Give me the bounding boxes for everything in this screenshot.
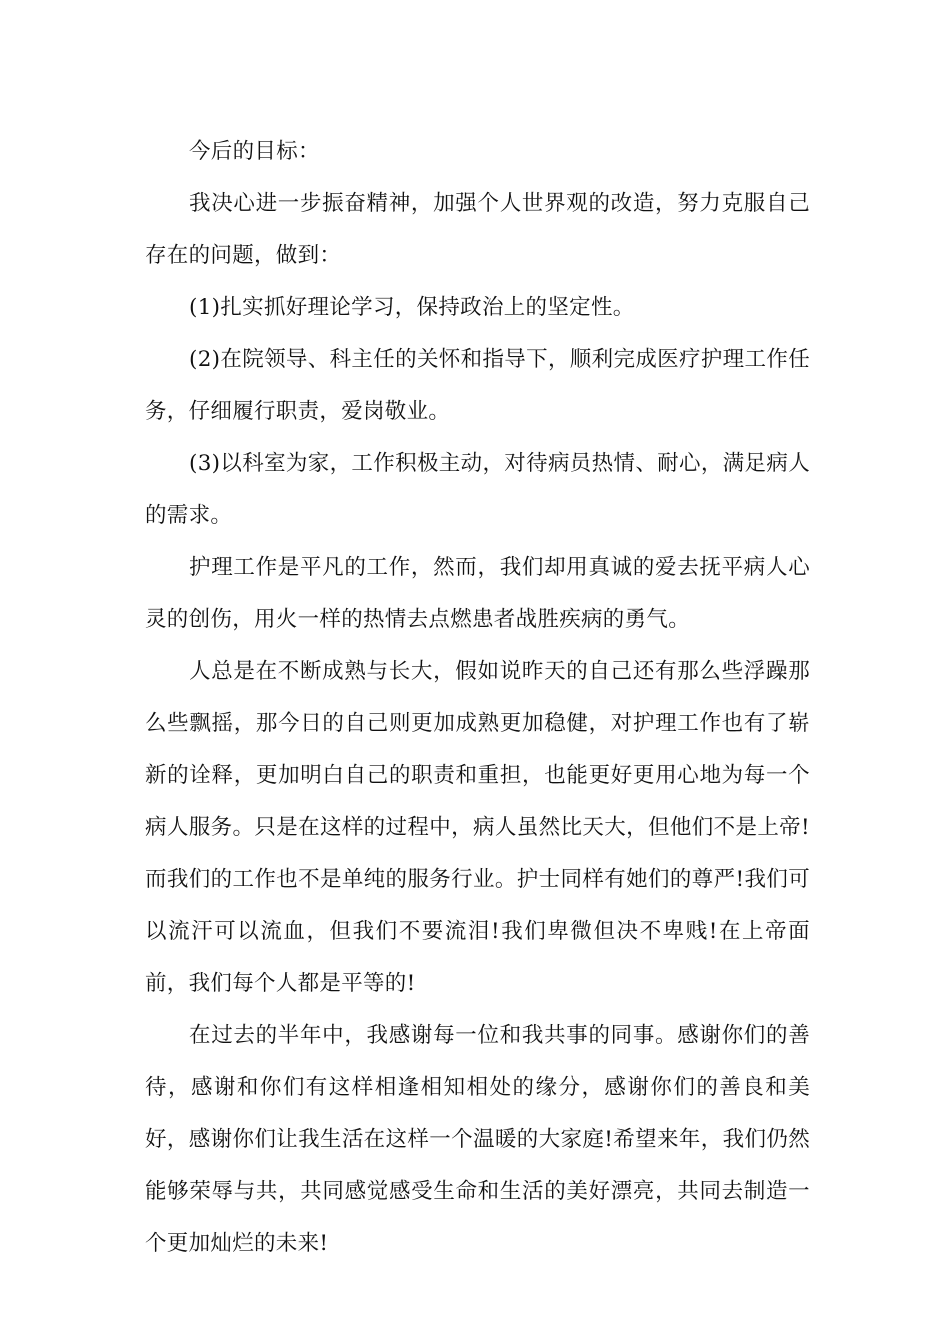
paragraph-item-3: (3)以科室为家，工作积极主动，对待病员热情、耐心，满足病人的需求。 xyxy=(145,451,810,528)
paragraph-item-2: (2)在院领导、科主任的关怀和指导下，顺利完成医疗护理工作任务，仔细履行职责，爱岗敬业。 xyxy=(145,347,810,424)
paragraph-resolution: 我决心进一步振奋精神，加强个人世界观的改造，努力克服自己存在的问题，做到： xyxy=(145,191,810,268)
paragraph-growth: 人总是在不断成熟与长大，假如说昨天的自己还有那么些浮躁那么些飘摇，那今日的自己则更加成熟更加稳健，对护理工作也有了崭新的诠释，更加明白自己的职责和重担，也能更好更用心地为每一个病人服务。只是在这样的过程中，病人虽然比天大，但他们不是上帝!而我们的工作也不是单纯的服务行业。护士同样有她们的尊严!我们可以流汗可以流血，但我们不要流泪!我们卑微但决不卑贱!在上帝面前，我们每个人都是平等的! xyxy=(145,659,810,996)
document-body xyxy=(145,126,810,1270)
paragraph-item-1: (1)扎实抓好理论学习，保持政治上的坚定性。 xyxy=(189,295,635,320)
paragraph-nursing-work: 护理工作是平凡的工作，然而，我们却用真诚的爱去抚平病人心灵的创伤，用火一样的热情去点燃患者战胜疾病的勇气。 xyxy=(145,555,810,632)
paragraph-thanks: 在过去的半年中，我感谢每一位和我共事的同事。感谢你们的善待，感谢和你们有这样相逢相知相处的缘分，感谢你们的善良和美好，感谢你们让我生活在这样一个温暖的大家庭!希望来年，我们仍然能够荣辱与共，共同感觉感受生命和生活的美好漂亮，共同去制造一个更加灿烂的未来! xyxy=(145,1023,810,1256)
paragraph-goals-heading: 今后的目标： xyxy=(189,139,320,164)
